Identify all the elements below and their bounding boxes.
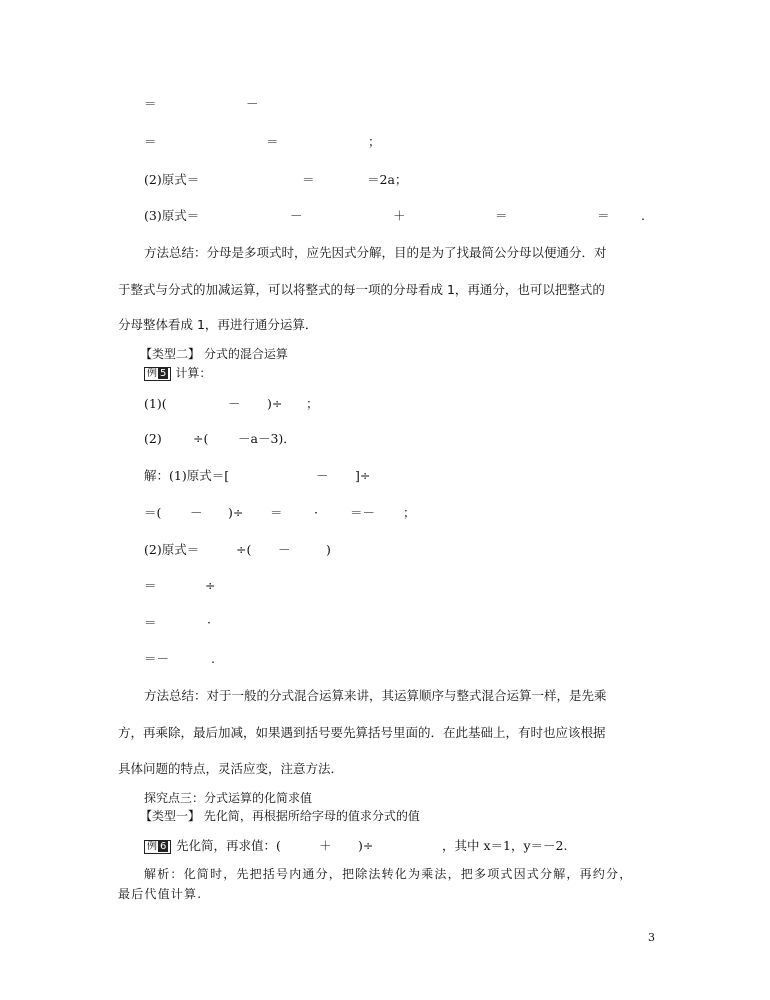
plus-sign: ＋ [319,838,332,853]
equals-sign: ＝ [597,208,610,223]
example-badge-prefix: 例 [147,841,157,852]
equals-sign: ＝ [144,96,157,111]
period: . [211,651,215,666]
summary-paragraph-line: 方法总结：分母是多项式时，应先因式分解，目的是为了找最简公分母以便通分．对 [144,245,607,260]
example-text: ，其中 x＝1，y＝－2. [442,838,568,853]
plus-sign: ＋ [393,208,406,223]
semicolon: ； [368,134,381,149]
result-text: ＝2a； [367,172,408,187]
divide-sign: )÷ [228,505,244,520]
example-badge-number: 5 [160,368,167,379]
step-label: (2)原式＝ [144,172,200,187]
divide-sign: )÷ [358,838,374,853]
solution-text: (2)原式＝ [144,542,200,557]
equals-sign: ＝ [144,578,157,593]
solution-text: 解：(1)原式＝[ [144,468,230,483]
summary-paragraph-line: 方法总结：对于一般的分式混合运算来讲，其运算顺序与整式混合运算一样，是先乘 [144,688,607,703]
paren: ) [326,542,331,557]
semicolon: ； [306,396,319,411]
summary-paragraph-line: 分母整体看成 1，再进行通分运算． [118,317,318,332]
minus-sign: － [246,96,259,111]
minus-sign: － [228,396,241,411]
divide-sign: ÷( [193,431,209,446]
example-badge-prefix: 例 [147,368,157,379]
minus-sign: － [316,468,329,483]
section-heading: 【类型一】 先化简，再根据所给字母的值求分式的值 [140,809,420,823]
solution-text: ＝－ [144,651,170,666]
period: . [641,208,645,223]
summary-paragraph-line: 于整式与分式的加减运算，可以将整式的每一项的分母看成 1，再通分，也可以把整式的 [118,282,605,297]
example-badge [144,838,171,854]
solution-text: ＝( [144,505,162,520]
analysis-line: 最后代值计算. [118,887,203,901]
step-label: (3)原式＝ [144,208,200,223]
semicolon: ； [403,505,416,520]
divide-sign: )÷ [267,396,283,411]
multiply-dot: · [314,505,318,520]
minus-sign: － [190,505,203,520]
solution-text: ＝－ [350,505,376,520]
question-text: (1)( [144,396,167,411]
example-header [144,365,211,381]
analysis-line: 解析：化简时，先把括号内通分，把除法转化为乘法，把多项式因式分解，再约分， [144,867,633,881]
minus-sign: － [290,208,303,223]
page-number: 3 [648,931,655,944]
divide-sign: ]÷ [355,468,371,483]
minus-sign: － [278,542,291,557]
question-text: －a－3)． [238,431,296,446]
equals-sign: ＝ [266,134,279,149]
equals-sign: ＝ [144,134,157,149]
example-label: 计算： [175,366,212,380]
summary-paragraph-line: 方，再乘除，最后加减，如果遇到括号要先算括号里面的．在此基础上，有时也应该根据 [118,725,606,740]
equals-sign: ＝ [144,615,157,630]
example-text: 先化简，再求值：( [176,838,281,853]
divide-sign: ÷ [205,578,216,593]
example-badge [144,367,171,381]
summary-paragraph-line: 具体问题的特点，灵活应变，注意方法． [118,761,344,776]
section-heading: 探究点三：分式运算的化简求值 [144,791,313,805]
question-text: (2) [144,431,162,446]
example-badge-number: 6 [160,841,167,852]
equals-sign: ＝ [270,505,283,520]
section-heading: 【类型二】 分式的混合运算 [140,347,288,361]
divide-sign: ÷( [236,542,252,557]
equals-sign: ＝ [302,172,315,187]
equals-sign: ＝ [495,208,508,223]
multiply-dot: · [207,615,211,630]
